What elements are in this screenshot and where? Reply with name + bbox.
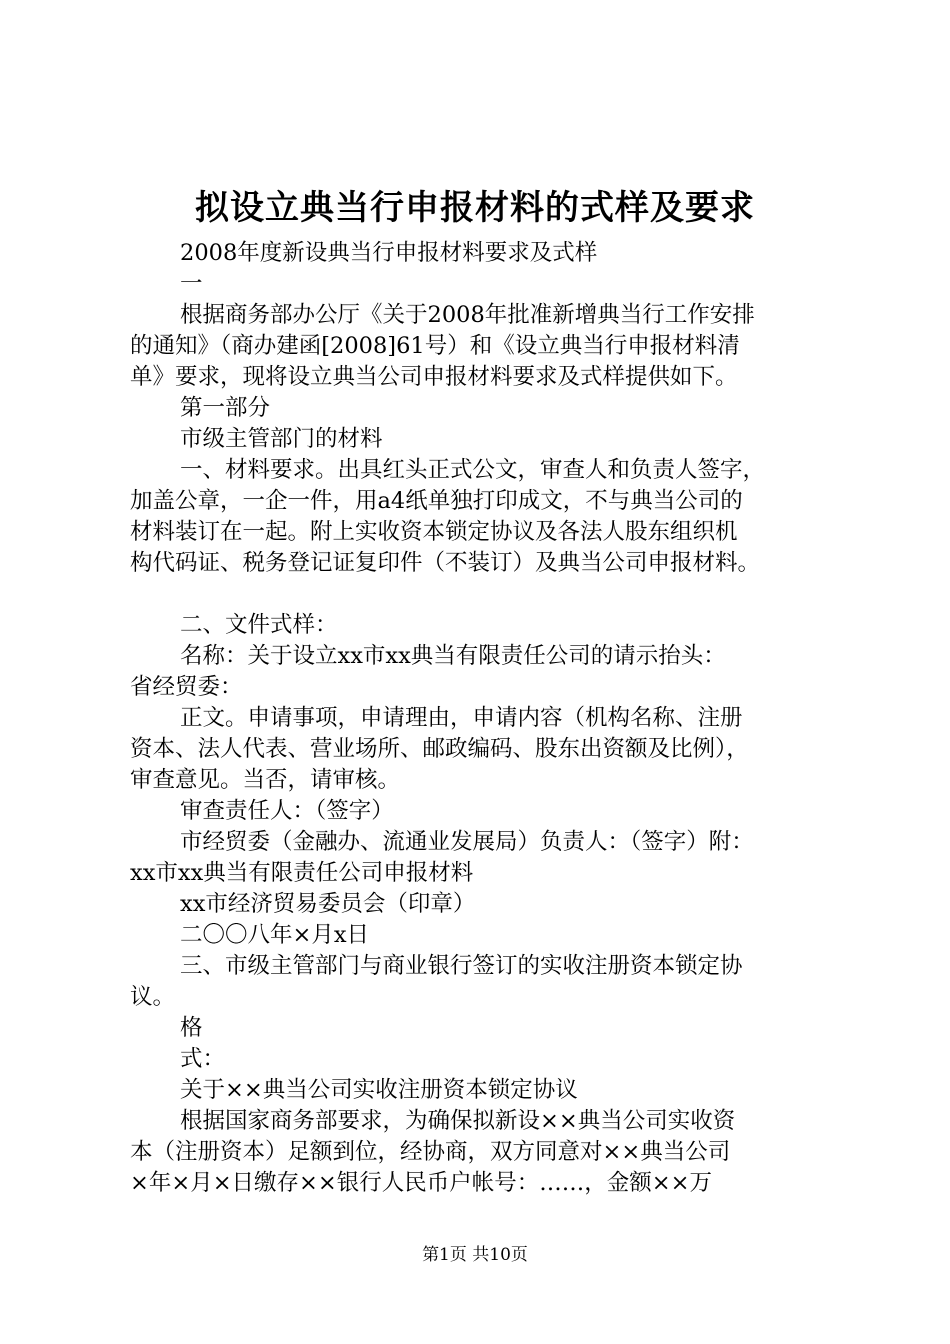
- section-heading: 市级主管部门的材料: [180, 426, 383, 452]
- paragraph-line: 格: [180, 1015, 203, 1041]
- document-title: 拟设立典当行申报材料的式样及要求: [195, 188, 755, 228]
- paragraph-line: 本（注册资本）足额到位，经协商，双方同意对××典当公司: [130, 1139, 731, 1165]
- paragraph-line: 名称：关于设立xx市xx典当有限责任公司的请示抬头：: [180, 643, 726, 669]
- paragraph-line: 正文。申请事项，申请理由，申请内容（机构名称、注册: [180, 705, 743, 731]
- paragraph-line: 的通知》（商办建函[2008]61号）和《设立典当行申报材料清: [130, 333, 740, 359]
- paragraph-line: 材料装订在一起。附上实收资本锁定协议及各法人股东组织机: [130, 519, 738, 545]
- paragraph-line: 二、文件式样：: [180, 612, 338, 638]
- paragraph-line: xx市xx典当有限责任公司申报材料: [130, 860, 474, 886]
- paragraph-line: ×年×月×日缴存××银行人民币户帐号：……，金额××万: [130, 1170, 712, 1196]
- paragraph-line: 一、材料要求。出具红头正式公文，审查人和负责人签字，: [180, 457, 766, 483]
- blank-line: [130, 579, 830, 610]
- subtitle-line: 2008年度新设典当行申报材料要求及式样: [180, 240, 598, 266]
- paragraph-line: xx市经济贸易委员会（印章）: [180, 891, 476, 917]
- paragraph-line: 构代码证、税务登记证复印件（不装订）及典当公司申报材料。: [130, 550, 761, 576]
- agreement-title: 关于××典当公司实收注册资本锁定协议: [180, 1077, 578, 1103]
- paragraph-line: 加盖公章，一企一件，用a4纸单独打印成文，不与典当公司的: [130, 488, 743, 514]
- paragraph-line: 审查责任人：（签字）: [180, 798, 394, 824]
- part-heading: 第一部分: [180, 395, 271, 421]
- paragraph-line: 议。: [130, 984, 176, 1010]
- paragraph-line: 省经贸委：: [130, 674, 243, 700]
- paragraph-line: 市经贸委（金融办、流通业发展局）负责人：（签字）附：: [180, 829, 754, 855]
- paragraph-line: 三、市级主管部门与商业银行签订的实收注册资本锁定协: [180, 953, 743, 979]
- paragraph-line: 式：: [180, 1046, 226, 1072]
- date-line: 二〇〇八年×月x日: [180, 922, 370, 948]
- paragraph-line: 资本、法人代表、营业场所、邮政编码、股东出资额及比例），: [130, 736, 749, 762]
- paragraph-line: 根据商务部办公厅《关于2008年批准新增典当行工作安排: [180, 302, 755, 328]
- paragraph-line: 单》要求，现将设立典当公司申报材料要求及式样提供如下。: [130, 364, 738, 390]
- document-body: [130, 238, 830, 1199]
- section-number: 一: [180, 271, 203, 297]
- paragraph-line: 审查意见。当否，请审核。: [130, 767, 401, 793]
- paragraph-line: 根据国家商务部要求，为确保拟新设××典当公司实收资: [180, 1108, 736, 1134]
- page-footer: 第1页 共10页: [422, 1245, 528, 1265]
